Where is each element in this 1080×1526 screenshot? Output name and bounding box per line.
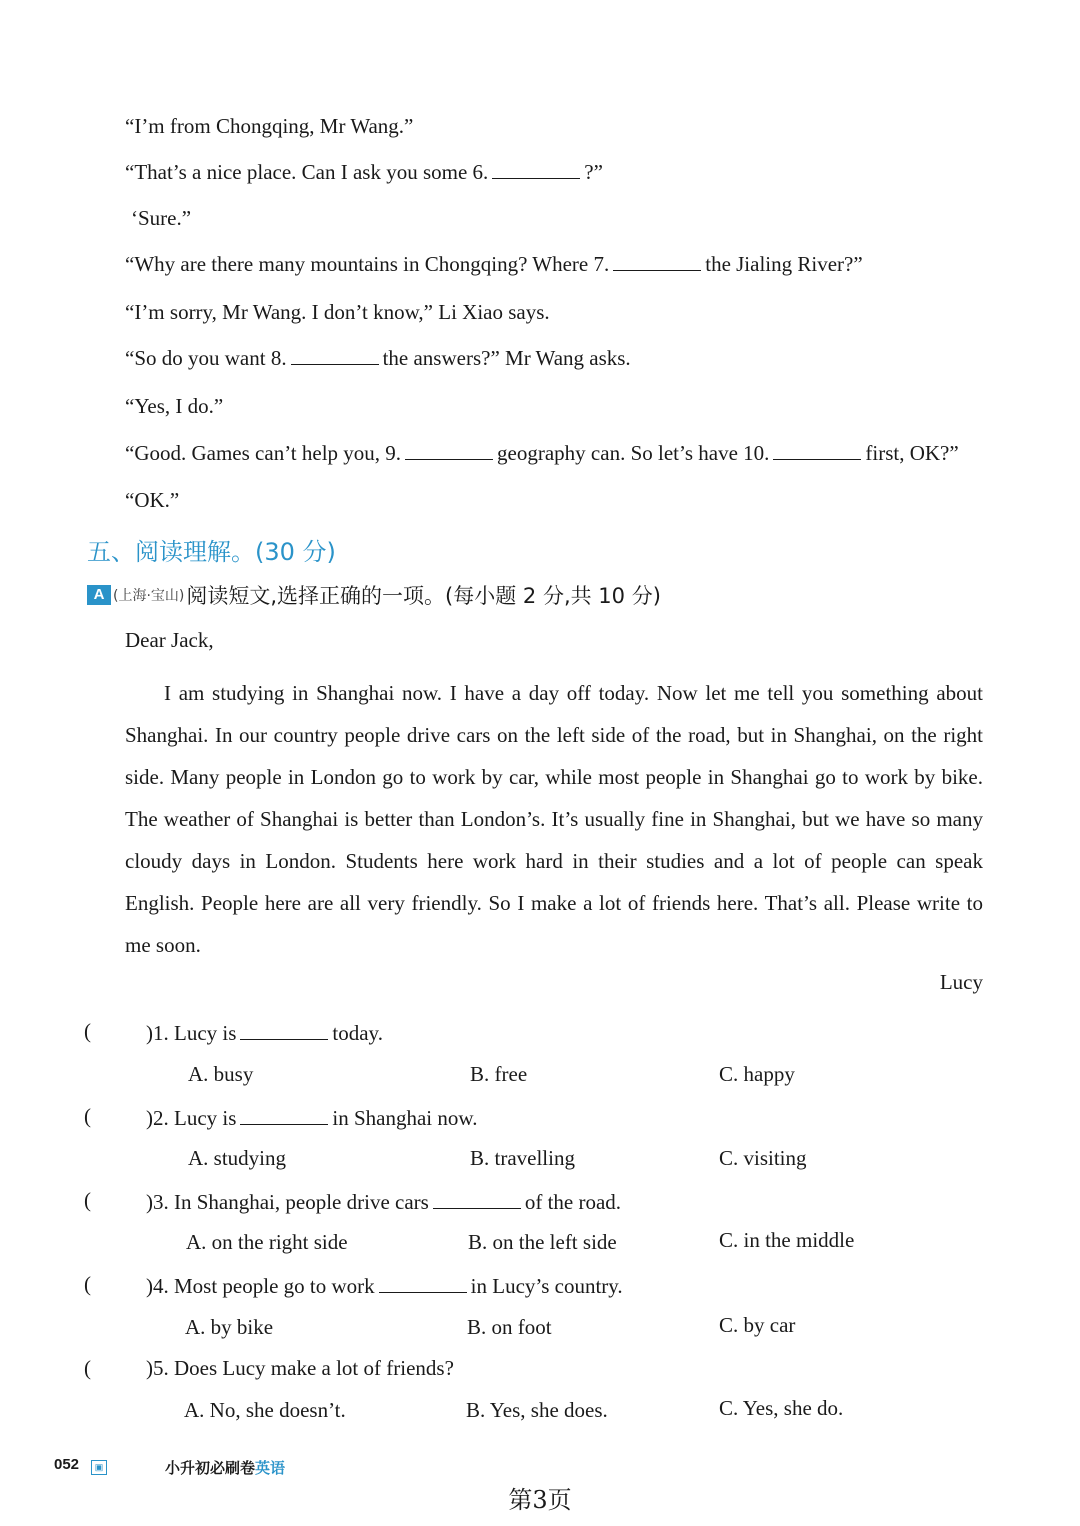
dialogue-text: first, OK?” (865, 441, 959, 465)
blank-10[interactable] (773, 439, 861, 460)
instruction-text: 阅读短文,选择正确的一项。(每小题 2 分,共 10 分) (186, 584, 661, 608)
option-b[interactable]: B. Yes, she does. (466, 1398, 608, 1422)
option-b[interactable]: B. travelling (470, 1146, 575, 1170)
question-blank[interactable] (433, 1188, 521, 1209)
page-label: 第3页 (508, 1486, 572, 1514)
question-text (146, 1104, 477, 1131)
blank-9[interactable] (405, 439, 493, 460)
dialogue-line-6 (125, 344, 631, 372)
letter-body: I am studying in Shanghai now. I have a day off today. Now let me tell you something about Shanghai. In our country people drive cars on the left side of the road, but in Shanghai, on the right side. Many people in London go to work by car, while most people in Shanghai go to work by bike. The weather of Shanghai is better than London’s. It’s usually fine in Shanghai, but we have so many cloudy days in London. Students here work hard in their studies and a lot of people can speak English. People here are all very friendly. So I make a lot of friends here. That’s all. Please write to me soon. (125, 681, 983, 957)
dialogue-line-7: “Yes, I do.” (125, 394, 224, 418)
question-tail: of the road. (524, 1190, 622, 1214)
dialogue-line-5: “I’m sorry, Mr Wang. I don’t know,” Li Xiao says. (125, 300, 550, 324)
question-stem: )2. Lucy is (146, 1106, 237, 1130)
option-c[interactable]: C. happy (719, 1062, 795, 1086)
dialogue-text: “Good. Games can’t help you, 9. (125, 441, 402, 465)
answer-paren[interactable]: ( (84, 1019, 91, 1043)
option-a[interactable]: A. studying (188, 1146, 287, 1170)
dialogue-text: “Why are there many mountains in Chongqing? Where 7. (125, 252, 610, 276)
answer-paren[interactable]: ( (84, 1356, 91, 1380)
blank-8[interactable] (291, 344, 379, 365)
dialogue-line-3: ‘Sure.” (131, 206, 192, 230)
question-text (146, 1019, 383, 1046)
section-title: 五、阅读理解。(30 分) (87, 538, 336, 566)
dialogue-text: “So do you want 8. (125, 346, 287, 370)
option-c[interactable]: C. in the middle (719, 1228, 855, 1252)
footer-page-number: 052 (54, 1456, 80, 1473)
question-stem: )4. Most people go to work (146, 1274, 375, 1298)
option-c[interactable]: C. Yes, she do. (719, 1396, 844, 1420)
dialogue-line-2 (125, 158, 603, 186)
letter-signer: Lucy (939, 970, 983, 994)
blank-6[interactable] (492, 158, 580, 179)
section-instruction (87, 580, 661, 610)
question-tail: in Lucy’s country. (470, 1274, 623, 1298)
region-label: (上海·宝山) (113, 588, 185, 604)
blank-7[interactable] (613, 250, 701, 271)
subject-label: 英语 (255, 1459, 286, 1477)
dialogue-text: ?” (584, 160, 603, 184)
question-blank[interactable] (240, 1104, 328, 1125)
option-a[interactable]: A. on the right side (186, 1230, 348, 1254)
dialogue-line-9: “OK.” (125, 488, 180, 512)
question-stem: )3. In Shanghai, people drive cars (146, 1190, 429, 1214)
dialogue-line-8 (125, 439, 959, 467)
option-a[interactable]: A. by bike (185, 1315, 274, 1339)
dialogue-text: the answers?” Mr Wang asks. (382, 346, 631, 370)
option-a[interactable]: A. No, she doesn’t. (184, 1398, 346, 1422)
answer-paren[interactable]: ( (84, 1188, 91, 1212)
dialogue-line-1: “I’m from Chongqing, Mr Wang.” (125, 114, 414, 138)
question-blank[interactable] (240, 1019, 328, 1040)
question-blank[interactable] (379, 1272, 467, 1293)
answer-paren[interactable]: ( (84, 1272, 91, 1296)
option-a[interactable]: A. busy (188, 1062, 254, 1086)
question-stem: )1. Lucy is (146, 1021, 237, 1045)
question-text (146, 1356, 454, 1381)
option-b[interactable]: B. on foot (467, 1315, 552, 1339)
dialogue-text: “That’s a nice place. Can I ask you some 6. (125, 160, 489, 184)
question-tail: today. (332, 1021, 383, 1045)
question-text (146, 1188, 621, 1215)
question-stem: )5. Does Lucy make a lot of friends? (146, 1356, 454, 1380)
book-name: 小升初必刷卷 (165, 1459, 256, 1477)
option-b[interactable]: B. free (470, 1062, 528, 1086)
option-b[interactable]: B. on the left side (468, 1230, 617, 1254)
question-text (146, 1272, 623, 1299)
letter-greeting: Dear Jack, (125, 628, 214, 652)
question-tail: in Shanghai now. (332, 1106, 478, 1130)
dialogue-line-4 (125, 250, 863, 278)
dialogue-text: geography can. So let’s have 10. (497, 441, 770, 465)
dialogue-text: the Jialing River?” (705, 252, 863, 276)
option-c[interactable]: C. by car (719, 1313, 796, 1337)
part-badge: A (87, 585, 111, 605)
answer-paren[interactable]: ( (84, 1104, 91, 1128)
book-icon: ▣ (91, 1460, 107, 1475)
option-c[interactable]: C. visiting (719, 1146, 807, 1170)
footer-book-title (165, 1457, 285, 1478)
